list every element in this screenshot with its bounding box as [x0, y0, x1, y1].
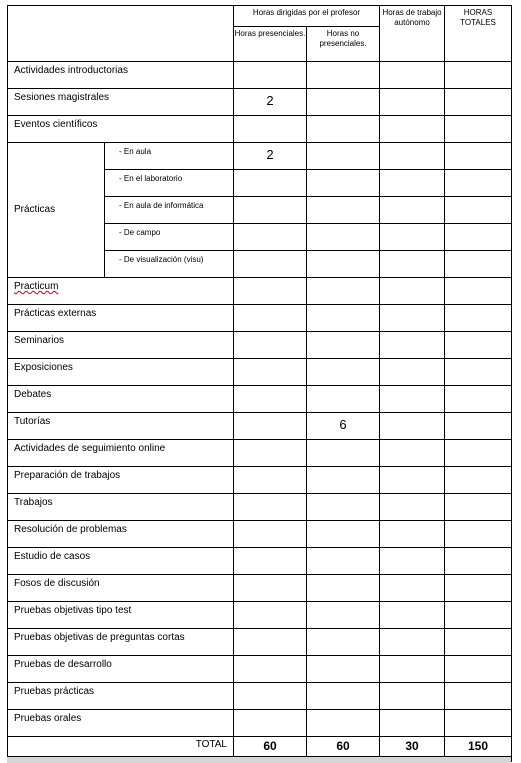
no-presenciales-cell	[307, 197, 380, 224]
autonomo-cell	[380, 494, 445, 521]
no-presenciales-cell	[307, 467, 380, 494]
total-hours-cell	[445, 251, 512, 278]
total-hours-cell	[445, 494, 512, 521]
presenciales-cell	[234, 305, 307, 332]
total-hours-cell	[445, 386, 512, 413]
activity-row	[8, 494, 512, 521]
presenciales-cell	[234, 359, 307, 386]
total-hours-cell	[445, 413, 512, 440]
no-presenciales-cell	[307, 224, 380, 251]
header-autonomo: Horas de trabajo autónomo	[380, 6, 445, 62]
presenciales-cell	[234, 170, 307, 197]
no-presenciales-cell	[307, 521, 380, 548]
total-presenciales: 60	[234, 737, 307, 762]
presenciales-cell	[234, 332, 307, 359]
autonomo-cell	[380, 62, 445, 89]
activity-label: Tutorías	[8, 413, 234, 440]
total-hours-cell	[445, 224, 512, 251]
autonomo-cell	[380, 89, 445, 116]
total-hours-cell	[445, 629, 512, 656]
autonomo-cell	[380, 278, 445, 305]
no-presenciales-cell	[307, 602, 380, 629]
autonomo-cell	[380, 602, 445, 629]
no-presenciales-cell	[307, 143, 380, 170]
autonomo-cell	[380, 710, 445, 737]
autonomo-cell	[380, 521, 445, 548]
total-no-presenciales: 60	[307, 737, 380, 762]
activity-row	[8, 602, 512, 629]
activity-label: Prácticas externas	[8, 305, 234, 332]
activity-label: Pruebas prácticas	[8, 683, 234, 710]
no-presenciales-cell: 6	[307, 413, 380, 440]
presenciales-cell	[234, 683, 307, 710]
activity-label: Debates	[8, 386, 234, 413]
autonomo-cell	[380, 143, 445, 170]
presenciales-cell	[234, 413, 307, 440]
activity-label: Practicum	[8, 278, 234, 305]
total-hours-cell	[445, 305, 512, 332]
activity-row	[8, 548, 512, 575]
no-presenciales-cell	[307, 575, 380, 602]
activity-label: Estudio de casos	[8, 548, 234, 575]
autonomo-cell	[380, 224, 445, 251]
total-hours-cell	[445, 89, 512, 116]
total-hours-cell	[445, 548, 512, 575]
total-horas-totales: 150	[445, 737, 512, 762]
activity-label: Preparación de trabajos	[8, 467, 234, 494]
no-presenciales-cell	[307, 710, 380, 737]
practicas-sublabel: - De visualización (visu)	[105, 251, 234, 278]
total-autonomo: 30	[380, 737, 445, 762]
activity-row	[8, 467, 512, 494]
total-hours-cell	[445, 656, 512, 683]
total-hours-cell	[445, 575, 512, 602]
autonomo-cell	[380, 656, 445, 683]
presenciales-cell	[234, 602, 307, 629]
autonomo-cell	[380, 116, 445, 143]
total-hours-cell	[445, 143, 512, 170]
presenciales-cell	[234, 251, 307, 278]
presenciales-cell	[234, 197, 307, 224]
activity-row	[8, 710, 512, 737]
presenciales-cell	[234, 116, 307, 143]
presenciales-cell	[234, 278, 307, 305]
activity-row	[8, 116, 512, 143]
activity-label: Eventos científicos	[8, 116, 234, 143]
no-presenciales-cell	[307, 116, 380, 143]
activity-label: Actividades de seguimiento online	[8, 440, 234, 467]
autonomo-cell	[380, 683, 445, 710]
no-presenciales-cell	[307, 251, 380, 278]
header-profesor-group: Horas dirigidas por el profesor	[234, 6, 380, 27]
header-no-presenciales: Horas no presenciales.	[307, 27, 380, 62]
total-hours-cell	[445, 467, 512, 494]
no-presenciales-cell	[307, 89, 380, 116]
practicas-sublabel: - En aula	[105, 143, 234, 170]
activity-label: Pruebas orales	[8, 710, 234, 737]
no-presenciales-cell	[307, 386, 380, 413]
activity-row	[8, 305, 512, 332]
activity-row	[8, 359, 512, 386]
activity-label: Pruebas objetivas tipo test	[8, 602, 234, 629]
header-presenciales: Horas presenciales.	[234, 27, 307, 62]
total-hours-cell	[445, 278, 512, 305]
activity-label: Resolución de problemas	[8, 521, 234, 548]
activity-label: Seminarios	[8, 332, 234, 359]
hours-distribution-table	[7, 5, 512, 762]
no-presenciales-cell	[307, 656, 380, 683]
total-label: TOTAL	[8, 737, 234, 762]
activity-label: Pruebas objetivas de preguntas cortas	[8, 629, 234, 656]
total-hours-cell	[445, 521, 512, 548]
autonomo-cell	[380, 170, 445, 197]
presenciales-cell	[234, 224, 307, 251]
activity-row	[8, 629, 512, 656]
autonomo-cell	[380, 629, 445, 656]
activity-row	[8, 413, 512, 440]
total-hours-cell	[445, 116, 512, 143]
autonomo-cell	[380, 548, 445, 575]
practicas-group-label: Prácticas	[8, 143, 105, 278]
activity-row	[8, 89, 512, 116]
no-presenciales-cell	[307, 305, 380, 332]
header-blank-cell	[8, 6, 234, 62]
presenciales-cell: 2	[234, 89, 307, 116]
no-presenciales-cell	[307, 332, 380, 359]
autonomo-cell	[380, 440, 445, 467]
presenciales-cell	[234, 521, 307, 548]
activity-row	[8, 386, 512, 413]
autonomo-cell	[380, 467, 445, 494]
total-hours-cell	[445, 602, 512, 629]
presenciales-cell	[234, 710, 307, 737]
activity-row	[8, 440, 512, 467]
total-hours-cell	[445, 359, 512, 386]
practicas-sublabel: - En aula de informática	[105, 197, 234, 224]
presenciales-cell: 2	[234, 143, 307, 170]
no-presenciales-cell	[307, 683, 380, 710]
practicas-subrow	[8, 143, 512, 170]
activity-row	[8, 656, 512, 683]
no-presenciales-cell	[307, 440, 380, 467]
presenciales-cell	[234, 62, 307, 89]
activity-row	[8, 332, 512, 359]
total-hours-cell	[445, 710, 512, 737]
no-presenciales-cell	[307, 359, 380, 386]
no-presenciales-cell	[307, 629, 380, 656]
no-presenciales-cell	[307, 278, 380, 305]
autonomo-cell	[380, 251, 445, 278]
autonomo-cell	[380, 305, 445, 332]
total-hours-cell	[445, 332, 512, 359]
total-hours-cell	[445, 683, 512, 710]
autonomo-cell	[380, 197, 445, 224]
autonomo-cell	[380, 413, 445, 440]
header-row-1	[8, 6, 512, 27]
activity-row	[8, 62, 512, 89]
presenciales-cell	[234, 467, 307, 494]
header-totales: HORAS TOTALES	[445, 6, 512, 62]
practicas-sublabel: - En el laboratorio	[105, 170, 234, 197]
autonomo-cell	[380, 332, 445, 359]
activity-label: Pruebas de desarrollo	[8, 656, 234, 683]
no-presenciales-cell	[307, 548, 380, 575]
presenciales-cell	[234, 386, 307, 413]
total-hours-cell	[445, 170, 512, 197]
total-hours-cell	[445, 197, 512, 224]
presenciales-cell	[234, 494, 307, 521]
autonomo-cell	[380, 575, 445, 602]
activity-label: Sesiones magistrales	[8, 89, 234, 116]
activity-row	[8, 521, 512, 548]
no-presenciales-cell	[307, 170, 380, 197]
presenciales-cell	[234, 548, 307, 575]
autonomo-cell	[380, 386, 445, 413]
activity-row	[8, 278, 512, 305]
autonomo-cell	[380, 359, 445, 386]
activity-label: Exposiciones	[8, 359, 234, 386]
no-presenciales-cell	[307, 494, 380, 521]
activity-row	[8, 683, 512, 710]
practicas-sublabel: - De campo	[105, 224, 234, 251]
activity-label: Trabajos	[8, 494, 234, 521]
presenciales-cell	[234, 656, 307, 683]
total-hours-cell	[445, 440, 512, 467]
presenciales-cell	[234, 575, 307, 602]
activity-label: Fosos de discusión	[8, 575, 234, 602]
activity-label: Actividades introductorias	[8, 62, 234, 89]
presenciales-cell	[234, 440, 307, 467]
activity-row	[8, 575, 512, 602]
no-presenciales-cell	[307, 62, 380, 89]
presenciales-cell	[234, 629, 307, 656]
total-hours-cell	[445, 62, 512, 89]
